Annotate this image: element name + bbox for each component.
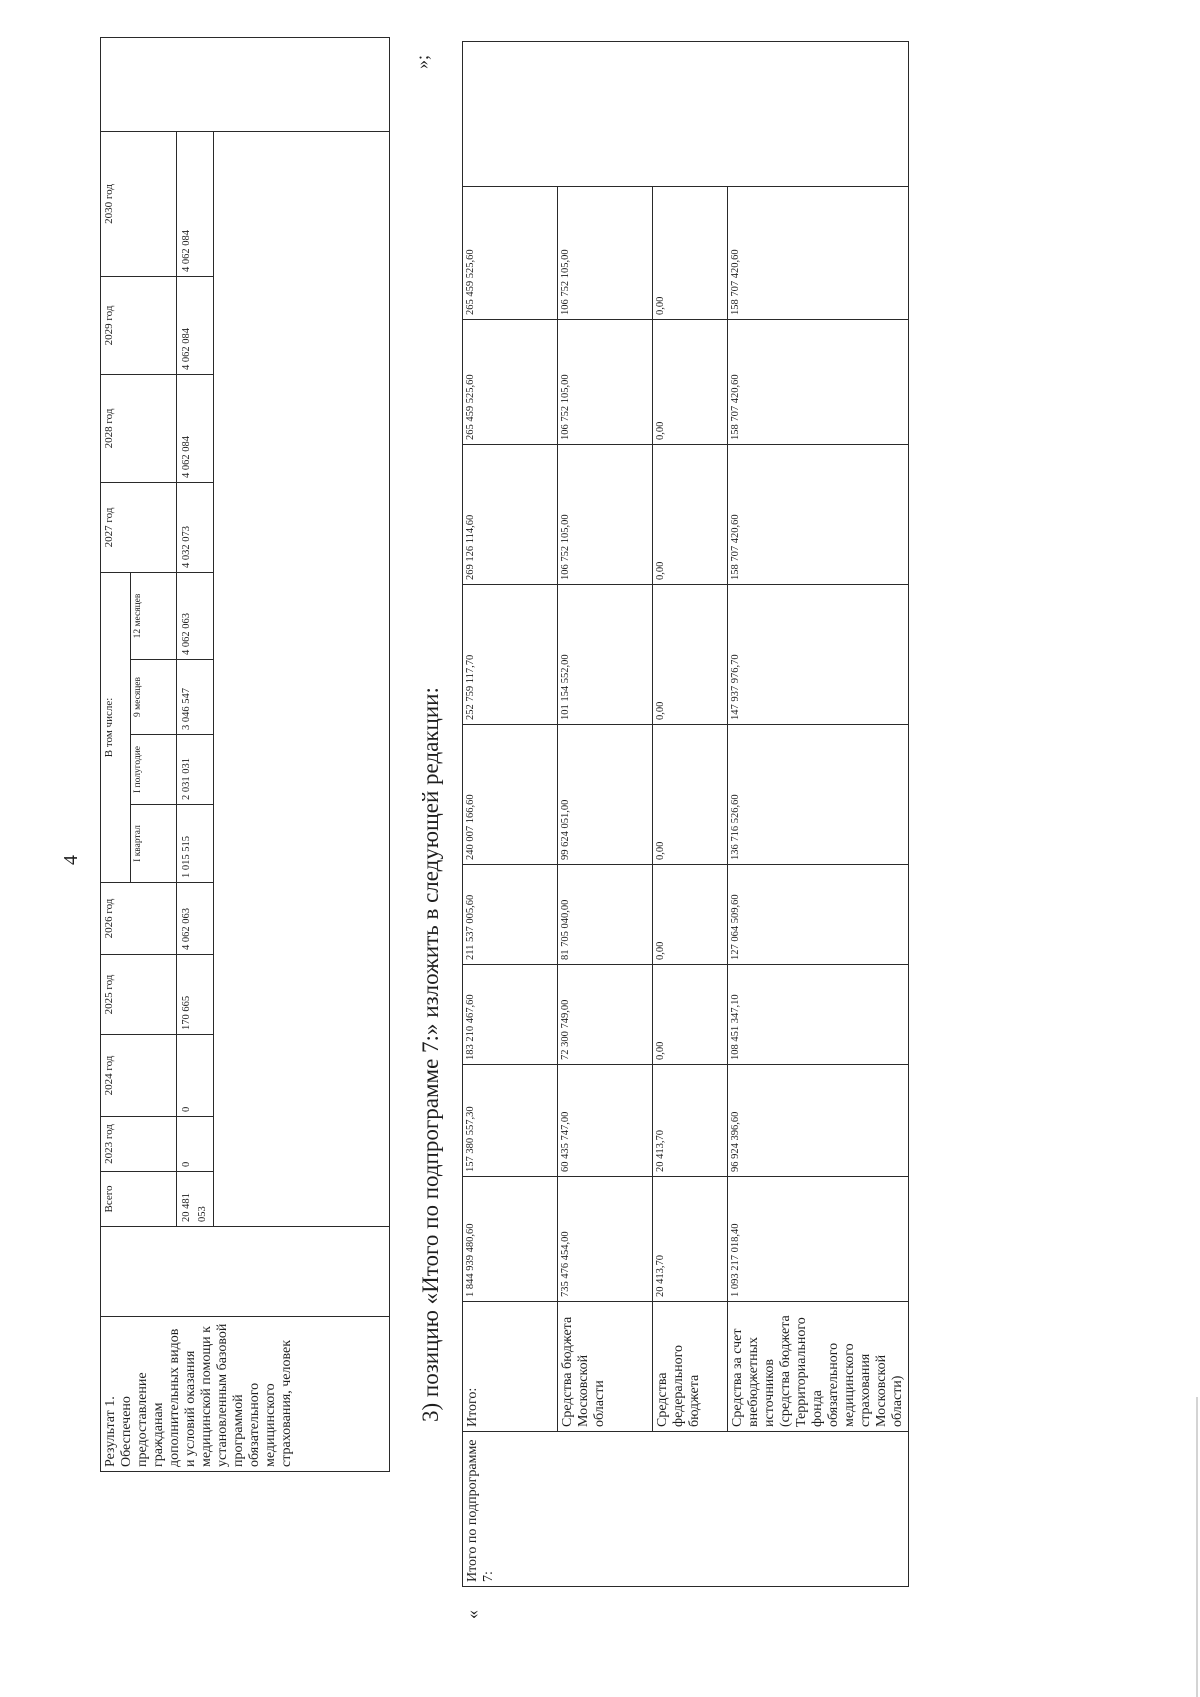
- row-extra-col-8: 158 707 420,60: [728, 320, 909, 445]
- value-2028: 4 062 084: [177, 374, 214, 482]
- row-federal-col-4: 0,00: [653, 865, 728, 965]
- open-quote: «: [462, 1610, 482, 1619]
- row-regional-col-8: 106 752 105,00: [558, 320, 653, 445]
- header-9m: 9 месяцев: [131, 660, 177, 735]
- result-cell: [101, 1317, 390, 1472]
- value-q1: 1 015 515: [177, 805, 214, 883]
- row-federal-col-6: 0,00: [653, 585, 728, 725]
- value-2029: 4 062 084: [177, 276, 214, 374]
- row-federal-col-2: 20 413,70: [653, 1065, 728, 1177]
- value-2030: 4 062 084: [177, 131, 214, 276]
- empty-cell: [463, 42, 909, 187]
- value-2026: 4 062 063: [177, 883, 214, 955]
- header-h1: I полугодие: [131, 735, 177, 805]
- value-total: 20 481 053: [177, 1172, 214, 1227]
- header-2023: 2023 год: [101, 1117, 177, 1172]
- row-regional-col-5: 99 624 051,00: [558, 725, 653, 865]
- row-regional-col-6: 101 154 552,00: [558, 585, 653, 725]
- row-federal-col-8: 0,00: [653, 320, 728, 445]
- header-total: Всего: [101, 1172, 177, 1227]
- row-total-col-3: 183 210 467,60: [463, 965, 558, 1065]
- row-federal-col-5: 0,00: [653, 725, 728, 865]
- row-total-col-1: 1 844 939 480,60: [463, 1177, 558, 1302]
- row-federal-col-7: 0,00: [653, 445, 728, 585]
- result-table: [100, 37, 390, 1472]
- header-2026: 2026 год: [101, 883, 177, 955]
- header-q1: I квартал: [131, 805, 177, 883]
- subprogram-label-cell: [463, 1432, 909, 1587]
- row-extra-col-1: 1 093 217 018,40: [728, 1177, 909, 1302]
- row-name: Итого:: [463, 1302, 558, 1432]
- header-2025: 2025 год: [101, 955, 177, 1035]
- empty-cell: [101, 38, 390, 132]
- header-2024: 2024 год: [101, 1035, 177, 1117]
- subprogram-label: Итого по подпрограмме 7:: [465, 1439, 496, 1582]
- value-2025: 170 665: [177, 955, 214, 1035]
- page-number: 4: [60, 855, 82, 865]
- header-12m: 12 месяцев: [131, 572, 177, 659]
- row-regional-col-9: 106 752 105,00: [558, 187, 653, 320]
- row-extra-col-2: 96 924 396,60: [728, 1065, 909, 1177]
- row-total-col-6: 252 759 117,70: [463, 585, 558, 725]
- row-extra-col-3: 108 451 347,10: [728, 965, 909, 1065]
- row-federal-col-3: 0,00: [653, 965, 728, 1065]
- row-name: Средства за счет внебюджетных источников (средства бюджета Территориального фонда обязательного медицинского страхования Московской области): [728, 1302, 909, 1432]
- row-extra-col-7: 158 707 420,60: [728, 445, 909, 585]
- header-2028: 2028 год: [101, 374, 177, 482]
- row-regional-col-2: 60 435 747,00: [558, 1065, 653, 1177]
- result-label: Результат 1. Обеспечено предоставление гражданам дополнительных видов и условий оказания медицинской помощи к установленным базовой программой обязательного медицинского страхования, человек: [103, 1323, 294, 1467]
- scan-artifact: [1196, 1397, 1198, 1697]
- row-total-col-2: 157 380 557,30: [463, 1065, 558, 1177]
- value-2027: 4 032 073: [177, 482, 214, 572]
- header-including: В том числе:: [101, 572, 131, 882]
- header-2029: 2029 год: [101, 276, 177, 374]
- row-regional-col-1: 735 476 454,00: [558, 1177, 653, 1302]
- row-regional-col-4: 81 705 040,00: [558, 865, 653, 965]
- row-regional-col-7: 106 752 105,00: [558, 445, 653, 585]
- value-12m: 4 062 063: [177, 572, 214, 659]
- row-federal-col-1: 20 413,70: [653, 1177, 728, 1302]
- subprogram-total-table: [462, 41, 909, 1587]
- closing-mark: »;: [412, 54, 432, 69]
- section-heading: 3) позицию «Итого по подпрограмме 7:» изложить в следующей редакции:: [418, 687, 443, 1422]
- row-name: Средства бюджета Московской области: [558, 1302, 653, 1432]
- row-extra-col-4: 127 064 509,60: [728, 865, 909, 965]
- row-name: Средства федерального бюджета: [653, 1302, 728, 1432]
- row-total-col-7: 269 126 114,60: [463, 445, 558, 585]
- empty-cell: [101, 1227, 390, 1317]
- value-2024: 0: [177, 1035, 214, 1117]
- row-extra-col-5: 136 716 526,60: [728, 725, 909, 865]
- value-9m: 3 046 547: [177, 660, 214, 735]
- row-total-col-5: 240 007 166,60: [463, 725, 558, 865]
- row-extra-col-9: 158 707 420,60: [728, 187, 909, 320]
- row-total-col-4: 211 537 005,60: [463, 865, 558, 965]
- empty-cell: [214, 131, 390, 1226]
- row-regional-col-3: 72 300 749,00: [558, 965, 653, 1065]
- row-total-col-8: 265 459 525,60: [463, 320, 558, 445]
- row-total-col-9: 265 459 525,60: [463, 187, 558, 320]
- header-2030: 2030 год: [101, 131, 177, 276]
- row-federal-col-9: 0,00: [653, 187, 728, 320]
- value-2023: 0: [177, 1117, 214, 1172]
- value-h1: 2 031 031: [177, 735, 214, 805]
- row-extra-col-6: 147 937 976,70: [728, 585, 909, 725]
- header-2027: 2027 год: [101, 482, 177, 572]
